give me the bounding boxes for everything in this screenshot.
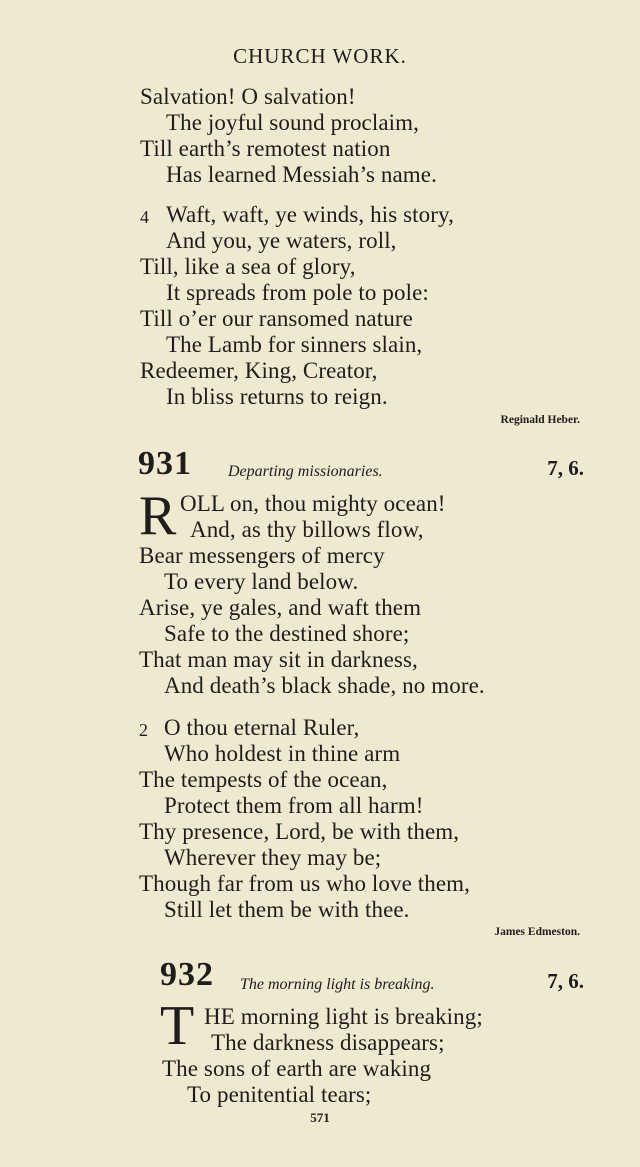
verse-line: HE morning light is breaking; [204, 1004, 483, 1029]
verse-line: Protect them from all harm! [164, 793, 424, 818]
verse-line: And death’s black shade, no more. [164, 673, 485, 698]
stanza-number: 4 [140, 207, 149, 227]
hymn-title: The morning light is breaking. [240, 976, 435, 993]
drop-cap: R [139, 485, 177, 547]
verse-line: O thou eternal Ruler, [164, 715, 360, 740]
verse-line: Safe to the destined shore; [164, 621, 410, 646]
verse-line: Who holdest in thine arm [164, 741, 401, 766]
verse-line: Till o’er our ransomed nature [140, 306, 413, 331]
verse-line: The Lamb for sinners slain, [166, 332, 423, 357]
verse-line: Wherever they may be; [164, 845, 382, 870]
verse-line: Thy presence, Lord, be with them, [139, 819, 460, 844]
verse-line: The darkness disappears; [211, 1030, 445, 1055]
verse-line: OLL on, thou mighty ocean! [180, 491, 446, 516]
hymn-title: Departing missionaries. [228, 463, 383, 480]
verse-line: Till earth’s remotest nation [140, 136, 391, 161]
verse-line: That man may sit in darkness, [139, 647, 418, 672]
stanza-number: 2 [139, 720, 148, 740]
verse-line: It spreads from pole to pole: [166, 280, 429, 305]
running-head: CHURCH WORK. [233, 44, 407, 68]
verse-line: Though far from us who love them, [139, 871, 470, 896]
verse-line: Till, like a sea of glory, [140, 254, 356, 279]
verse-line: The joyful sound proclaim, [166, 110, 419, 135]
verse-line: The tempests of the ocean, [139, 767, 388, 792]
verse-line: Waft, waft, ye winds, his story, [166, 202, 454, 227]
hymn-number: 932 [160, 956, 214, 993]
hymn-meter: 7, 6. [547, 969, 584, 993]
author-attribution: James Edmeston. [494, 926, 580, 938]
verse-line: And you, ye waters, roll, [166, 228, 397, 253]
verse-line: And, as thy billows flow, [190, 517, 424, 542]
verse-line: The sons of earth are waking [162, 1056, 432, 1081]
verse-line: Has learned Messiah’s name. [166, 162, 437, 187]
verse-line: To every land below. [164, 569, 359, 594]
verse-line: In bliss returns to reign. [166, 384, 388, 409]
author-attribution: Reginald Heber. [500, 414, 580, 426]
hymn-number: 931 [138, 445, 192, 482]
page-number: 571 [310, 1110, 330, 1125]
verse-line: Arise, ye gales, and waft them [139, 595, 422, 620]
verse-line: Bear messengers of mercy [139, 543, 385, 568]
verse-line: Still let them be with thee. [164, 897, 410, 922]
verse-line: To penitential tears; [187, 1082, 372, 1107]
verse-line: Redeemer, King, Creator, [140, 358, 378, 383]
verse-line: Salvation! O salvation! [140, 84, 356, 109]
hymn-meter: 7, 6. [547, 456, 584, 480]
drop-cap: T [160, 995, 195, 1057]
